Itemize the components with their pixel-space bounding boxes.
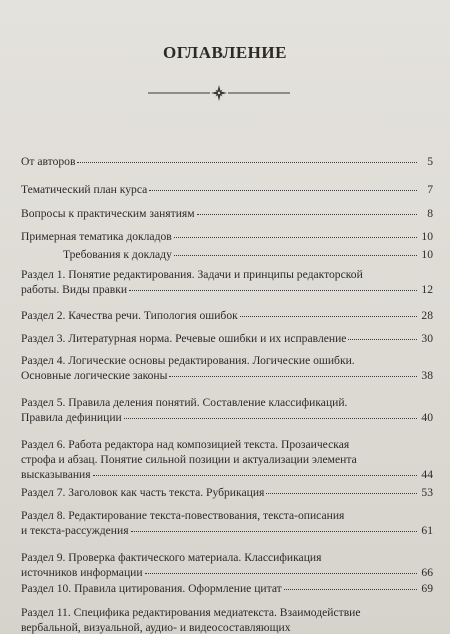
- dot-leader: [93, 474, 417, 476]
- toc-entry-text: строфа и абзац. Понятие сильной позиции и актуализации элемента: [21, 453, 357, 466]
- toc-entry-text: От авторов: [21, 155, 76, 168]
- toc-entry-text: вербальной, визуальной, аудио- и видеосоставляющих: [21, 621, 291, 634]
- dot-leader: [284, 588, 417, 590]
- toc-page-number: 44: [421, 468, 433, 481]
- toc-entry[interactable]: [21, 508, 433, 538]
- toc-entry[interactable]: [21, 550, 433, 580]
- toc-entry[interactable]: [63, 247, 433, 262]
- toc-entry[interactable]: [21, 353, 433, 383]
- dot-leader: [129, 289, 417, 291]
- toc-entry-text: и текста-рассуждения: [21, 524, 129, 537]
- toc-entry-text: Основные логические законы: [21, 369, 168, 382]
- toc-entry[interactable]: [21, 331, 433, 346]
- dot-leader: [174, 254, 417, 256]
- toc-entry-text: Раздел 10. Правила цитирования. Оформление цитат: [21, 582, 282, 595]
- toc-entry[interactable]: [21, 229, 433, 244]
- toc-entry[interactable]: [21, 267, 433, 297]
- dot-leader: [145, 572, 417, 574]
- toc-entry-text: Раздел 5. Правила деления понятий. Составление классификаций.: [21, 396, 348, 409]
- dot-leader: [240, 315, 417, 317]
- dot-leader: [124, 417, 417, 419]
- toc-entry-text: Раздел 8. Редактирование текста-повествования, текста-описания: [21, 509, 345, 522]
- toc-entry-text: Раздел 1. Понятие редактирования. Задачи и принципы редакторской: [21, 268, 363, 281]
- toc-entry[interactable]: [21, 605, 433, 634]
- toc-entry-text: Правила дефиниции: [21, 411, 122, 424]
- dot-leader: [169, 375, 417, 377]
- dot-leader: [77, 161, 417, 163]
- toc-entry-text: Требования к докладу: [63, 248, 172, 261]
- dot-leader: [197, 213, 417, 215]
- toc-entry-text: Вопросы к практическим занятиям: [21, 207, 195, 220]
- dot-leader: [174, 236, 417, 238]
- dot-leader: [131, 530, 417, 532]
- toc-page-number: 8: [427, 207, 433, 220]
- toc-entry-text: Примерная тематика докладов: [21, 230, 172, 243]
- toc-entry-text: Раздел 3. Литературная норма. Речевые ошибки и их исправление: [21, 332, 347, 345]
- toc-entry-text: Раздел 11. Специфика редактирования медиатекста. Взаимодействие: [21, 606, 361, 619]
- toc-entry[interactable]: [21, 581, 433, 596]
- star-ornament-icon: [148, 84, 290, 102]
- toc-page-number: 66: [421, 566, 433, 579]
- toc-entry-text: Раздел 2. Качества речи. Типология ошибок: [21, 309, 238, 322]
- toc-page-number: 53: [421, 486, 433, 499]
- toc-entry-text: Раздел 4. Логические основы редактирования. Логические ошибки.: [21, 354, 355, 367]
- toc-entry[interactable]: [21, 395, 433, 425]
- toc-entry[interactable]: [21, 182, 433, 197]
- toc-entry-text: высказывания: [21, 468, 91, 481]
- toc-entry[interactable]: [21, 154, 433, 169]
- toc-entry-text: работы. Виды правки: [21, 283, 128, 296]
- toc-entry-text: Раздел 7. Заголовок как часть текста. Рубрикация: [21, 486, 265, 499]
- toc-page-number: 10: [421, 248, 433, 261]
- toc-entry-text: Раздел 6. Работа редактора над композицией текста. Прозаическая: [21, 438, 350, 451]
- toc-entry[interactable]: [21, 437, 433, 482]
- toc-page-number: 40: [421, 411, 433, 424]
- dot-leader: [266, 492, 417, 494]
- toc-page-number: 28: [421, 309, 433, 322]
- toc-page-number: 69: [421, 582, 433, 595]
- toc-entry[interactable]: [21, 206, 433, 221]
- toc-page-number: 7: [427, 183, 433, 196]
- toc-page-number: 30: [421, 332, 433, 345]
- toc-page-number: 38: [421, 369, 433, 382]
- toc-entry-text: Тематический план курса: [21, 183, 148, 196]
- toc-page-number: 61: [421, 524, 433, 537]
- toc-page-number: 10: [421, 230, 433, 243]
- toc-entry-text: Раздел 9. Проверка фактического материала. Классификация: [21, 551, 322, 564]
- dot-leader: [149, 189, 417, 191]
- dot-leader: [348, 338, 417, 340]
- toc-entry[interactable]: [21, 485, 433, 500]
- page-title: ОГЛАВЛЕНИЕ: [163, 43, 287, 62]
- toc-page-number: 12: [421, 283, 433, 296]
- toc-entry-text: источников информации: [21, 566, 143, 579]
- toc-page-number: 5: [427, 155, 433, 168]
- toc-entry[interactable]: [21, 308, 433, 323]
